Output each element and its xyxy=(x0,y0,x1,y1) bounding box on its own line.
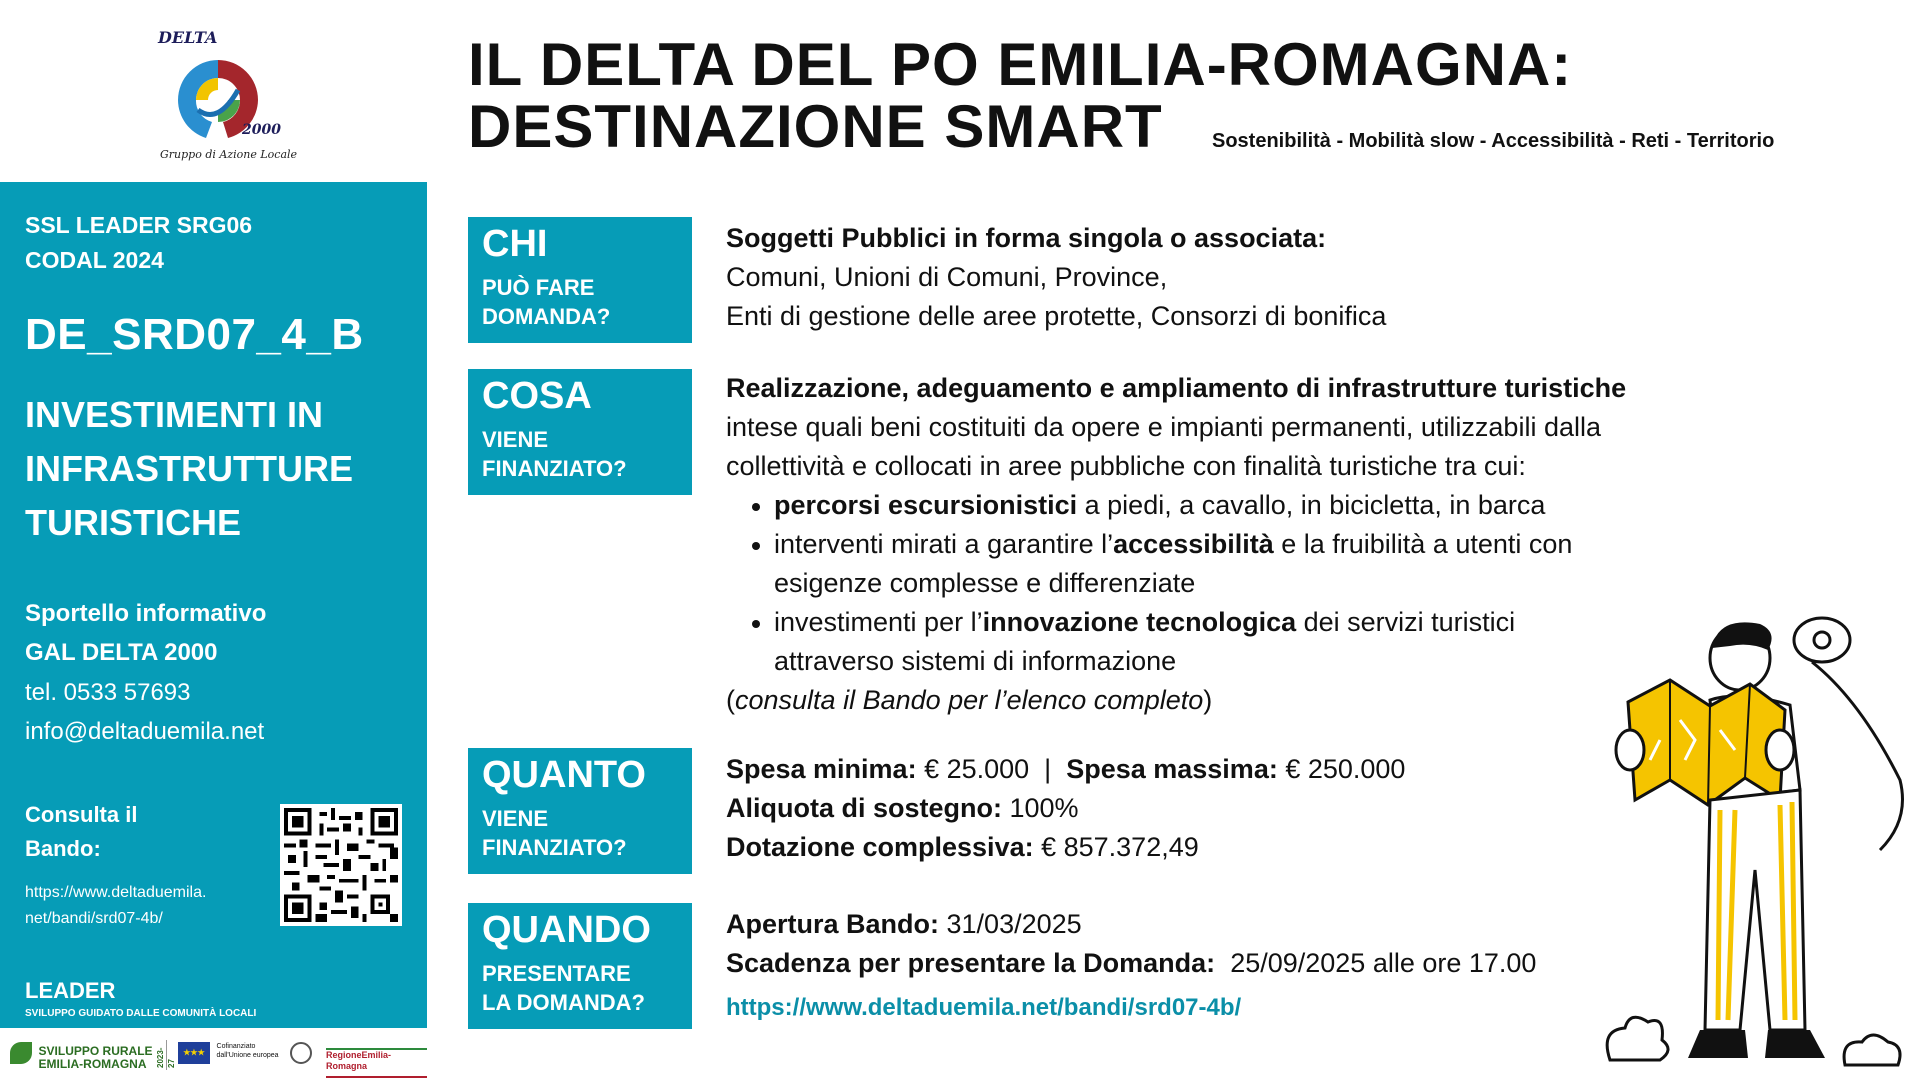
chi-line-1: Comuni, Unioni di Comuni, Province, xyxy=(726,262,1168,292)
quanto-sub-2: FINANZIATO? xyxy=(482,835,627,860)
max-label: Spesa massima: xyxy=(1066,754,1278,784)
cosa-line-2: collettività e collocati in aree pubbliche con finalità turistiche tra cui: xyxy=(726,451,1526,481)
cosa-bullet-3-cont: attraverso sistemi di informazione xyxy=(774,646,1177,676)
bullet-3-bold: innovazione tecnologica xyxy=(982,607,1297,637)
due-value: 25/09/2025 alle ore 17.00 xyxy=(1215,948,1537,978)
chi-bold-text: Soggetti Pubblici in forma singola o associata: xyxy=(726,223,1327,253)
quanto-sub-1: VIENE xyxy=(482,806,549,831)
chi-line-2: Enti di gestione delle aree protette, Consorzi di bonifica xyxy=(726,301,1387,331)
chi-box xyxy=(468,217,692,343)
rate-value: 100% xyxy=(1002,793,1079,823)
cosa-sub-1: VIENE xyxy=(482,427,549,452)
min-label: Spesa minima: xyxy=(726,754,917,784)
qr-code[interactable] xyxy=(280,804,402,926)
spesa-line xyxy=(726,750,1405,789)
cosa-line-1: intese quali beni costituiti da opere e impianti permanenti, utilizzabili dalla xyxy=(726,412,1601,442)
bando-url-1[interactable]: https://www.deltaduemila. xyxy=(25,884,207,901)
logo-subtitle: Gruppo di Azione Locale xyxy=(160,148,298,161)
bullet-dot xyxy=(752,503,760,511)
funding-logos-bar xyxy=(0,1028,427,1080)
eu-flag-icon: ★★★ xyxy=(178,1042,210,1064)
psr-logo xyxy=(10,1042,177,1071)
due-label: Scadenza per presentare la Domanda: xyxy=(726,948,1216,978)
sidebar-info-panel xyxy=(0,182,427,1028)
eu-logo-line-2: dall'Unione europea xyxy=(216,1052,279,1059)
chi-sub-1: PUÒ FARE xyxy=(482,275,595,300)
aliquota-line xyxy=(726,789,1079,828)
phone-number: tel. 0533 57693 xyxy=(25,679,191,706)
psr-leaf-icon xyxy=(10,1042,32,1064)
total-value: € 857.372,49 xyxy=(1033,832,1199,862)
leader-label: LEADER xyxy=(25,978,116,1003)
logo-divider xyxy=(166,1040,167,1070)
hiker-with-map-illustration xyxy=(1600,610,1920,1080)
cosa-note xyxy=(726,681,1212,720)
qr-code-icon xyxy=(284,808,398,922)
sportello-label: Sportello informativo xyxy=(25,600,267,627)
psr-years: 2023-27 xyxy=(156,1047,177,1068)
measure-heading-3: TURISTICHE xyxy=(25,502,241,543)
cosa-heading: COSA xyxy=(482,375,592,417)
bullet-2-post: e la fruibilità a utenti con xyxy=(1273,529,1573,559)
open-label: Apertura Bando: xyxy=(726,909,940,939)
note-text: consulta il Bando per l’elenco completo xyxy=(735,685,1204,715)
quando-sub-2: LA DOMANDA? xyxy=(482,990,645,1015)
total-label: Dotazione complessiva: xyxy=(726,832,1034,862)
gal-name: GAL DELTA 2000 xyxy=(25,639,218,666)
sidebar xyxy=(0,0,427,1080)
measure-code: DE_SRD07_4_B xyxy=(25,310,364,359)
bando-link[interactable]: https://www.deltaduemila.net/bandi/srd07-4b/ xyxy=(726,994,1242,1021)
leader-subtitle: SVILUPPO GUIDATO DALLE COMUNITÀ LOCALI xyxy=(25,1008,257,1019)
psr-logo-line-1: SVILUPPO RURALE xyxy=(38,1044,153,1058)
cosa-bullet-2-cont: esigenze complesse e differenziate xyxy=(774,568,1196,598)
bullet-1-text: a piedi, a cavallo, in bicicletta, in barca xyxy=(1077,490,1546,520)
bullet-2-pre: interventi mirati a garantire l’ xyxy=(774,529,1114,559)
italy-emblem-icon xyxy=(290,1042,312,1068)
eu-logo-line-1: Cofinanziato xyxy=(216,1043,256,1050)
cosa-bullet-3 xyxy=(774,603,1515,642)
quando-box xyxy=(468,903,692,1029)
bullet-2-bold: accessibilità xyxy=(1113,529,1274,559)
rate-label: Aliquota di sostegno: xyxy=(726,793,1002,823)
scadenza-line xyxy=(726,944,1536,983)
eu-logo xyxy=(178,1042,279,1068)
measure-heading-2: INFRASTRUTTURE xyxy=(25,448,353,489)
email-link[interactable]: info@deltaduemila.net xyxy=(25,718,265,745)
logo-area xyxy=(0,0,427,182)
apertura-line xyxy=(726,905,1082,944)
cosa-box xyxy=(468,369,692,495)
dotazione-line xyxy=(726,828,1199,867)
logo-name: DELTA xyxy=(158,28,218,47)
bullet-1-bold: percorsi escursionistici xyxy=(774,490,1078,520)
quanto-box xyxy=(468,748,692,874)
max-value: € 250.000 xyxy=(1277,754,1406,784)
open-value: 31/03/2025 xyxy=(939,909,1082,939)
min-value: € 25.000 | xyxy=(916,754,1067,784)
quanto-heading: QUANTO xyxy=(482,754,646,796)
program-label: SSL LEADER SRG06 xyxy=(25,212,253,238)
page-title-line-2: DESTINAZIONE SMART xyxy=(468,93,1163,160)
quando-sub-1: PRESENTARE xyxy=(482,961,631,986)
cosa-bullet-1 xyxy=(774,486,1545,525)
chi-sub-2: DOMANDA? xyxy=(482,304,611,329)
note-open: ( xyxy=(726,685,735,715)
cosa-bold xyxy=(726,369,1626,408)
bullet-dot xyxy=(752,542,760,550)
cosa-bold-text: Realizzazione, adeguamento e ampliamento di infrastrutture turistiche xyxy=(726,373,1627,403)
chi-bold xyxy=(726,219,1326,258)
psr-logo-line-2: EMILIA-ROMAGNA xyxy=(38,1057,147,1071)
consulta-label-1: Consulta il xyxy=(25,802,138,827)
note-close: ) xyxy=(1203,685,1213,715)
quando-heading: QUANDO xyxy=(482,909,651,951)
cosa-sub-2: FINANZIATO? xyxy=(482,456,627,481)
measure-heading-1: INVESTIMENTI IN xyxy=(25,394,324,435)
bullet-dot xyxy=(752,620,760,628)
delta-2000-logo xyxy=(150,20,298,170)
chi-heading: CHI xyxy=(482,223,548,265)
bullet-3-pre: investimenti per l’ xyxy=(774,607,983,637)
region-logo: RegioneEmilia-Romagna xyxy=(326,1048,427,1078)
page-title-line-1: IL DELTA DEL PO EMILIA-ROMAGNA: xyxy=(468,31,1573,98)
bando-url-2[interactable]: net/bandi/srd07-4b/ xyxy=(25,910,163,927)
consulta-label-2: Bando: xyxy=(25,836,101,861)
bullet-3-post: dei servizi turistici xyxy=(1296,607,1516,637)
tagline: Sostenibilità - Mobilità slow - Accessibilità - Reti - Territorio xyxy=(1212,130,1775,152)
logo-year: 2000 xyxy=(242,122,281,138)
codal-label: CODAL 2024 xyxy=(25,247,164,273)
cosa-bullet-2 xyxy=(774,525,1572,564)
